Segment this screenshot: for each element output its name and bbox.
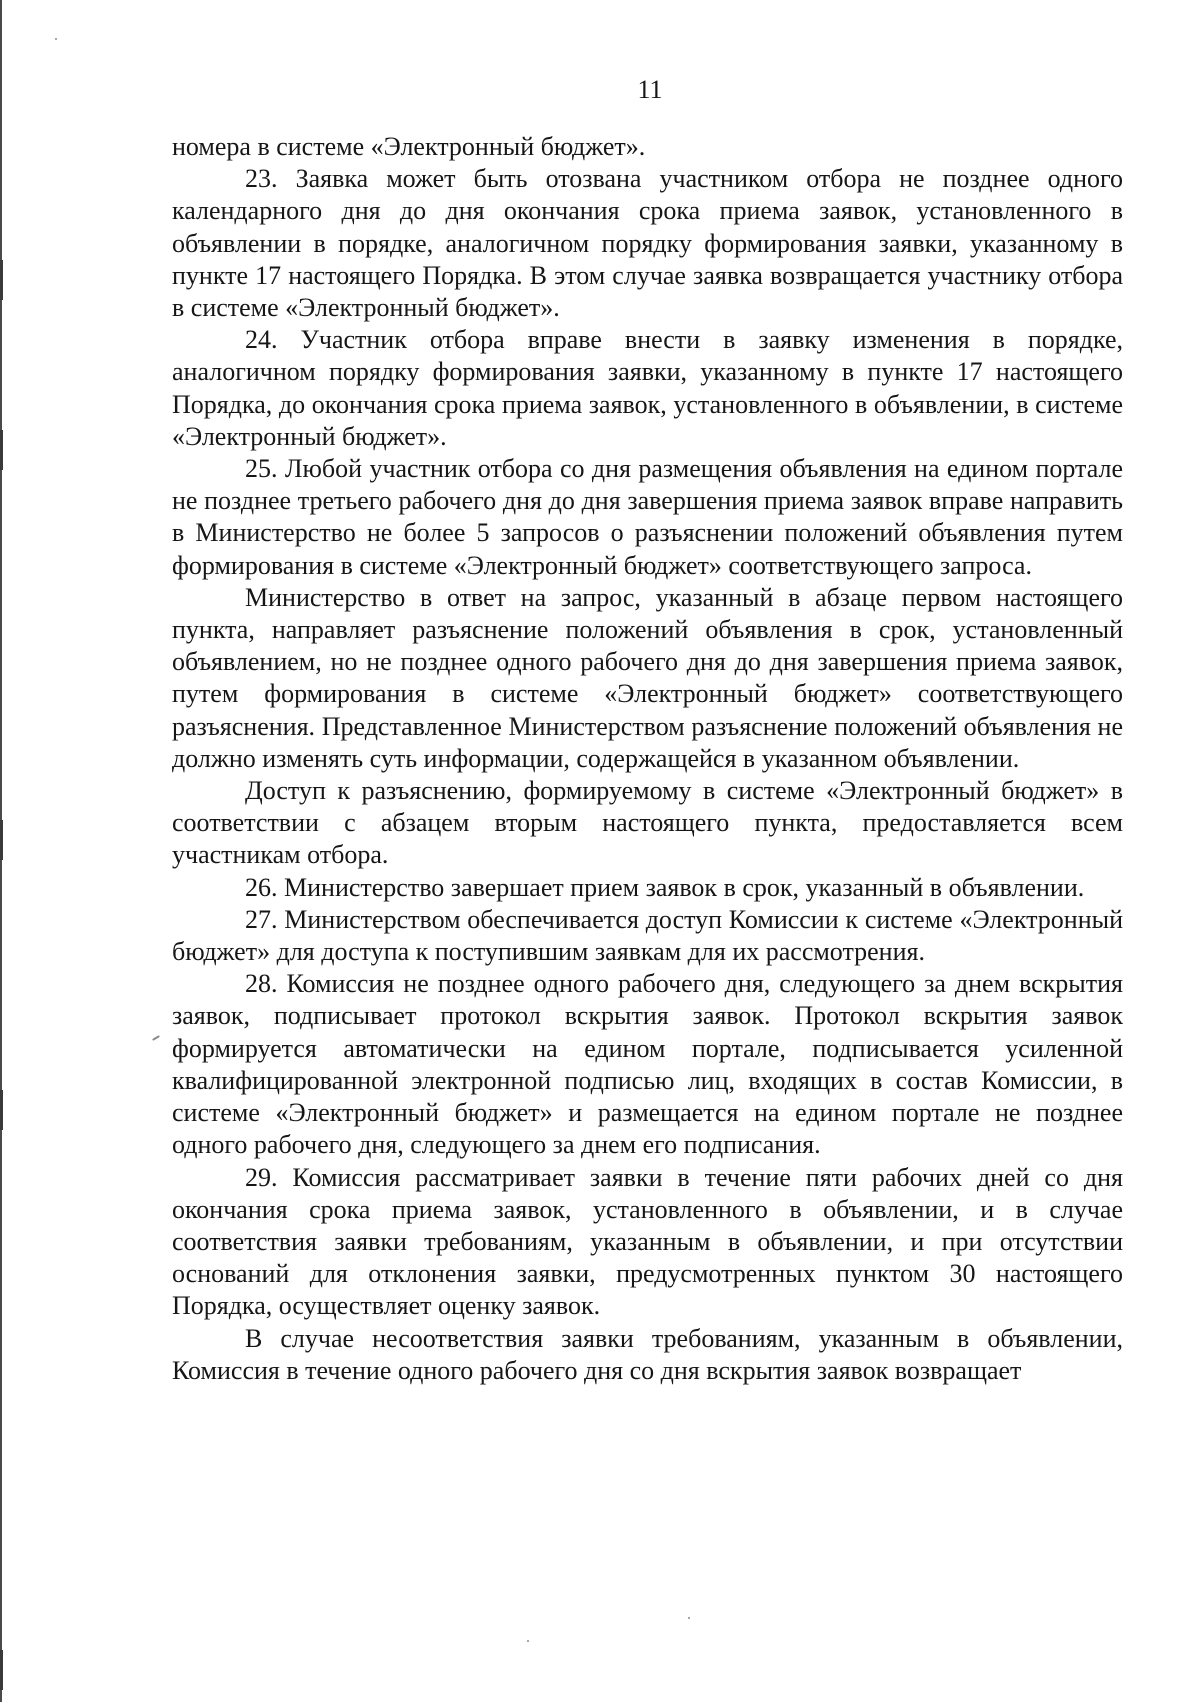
scan-speck xyxy=(55,38,57,40)
paragraph-item-24: 24. Участник отбора вправе внести в заявку изменения в порядке, аналогичном порядку формирования заявки, указанному в пункте 17 настоящего Порядка, до окончания срока приема заявок, установленного в объявлении, в системе «Электронный бюджет». xyxy=(172,325,1123,451)
scan-edge-mark xyxy=(0,430,3,470)
paragraph-item-29: 29. Комиссия рассматривает заявки в течение пяти рабочих дней со дня окончания срока приема заявок, установленного в объявлении, и в случае соответствия заявки требованиям, указанным в объявлении, и при отсутствии оснований для отклонения заявки, предусмотренных пунктом 30 настоящего Порядка, осуществляет оценку заявок. xyxy=(172,1162,1123,1321)
scan-edge-mark xyxy=(0,1090,3,1130)
paragraph-item-25-second: Министерство в ответ на запрос, указанный в абзаце первом настоящего пункта, направляет разъяснение положений объявления в срок, установленный объявлением, но не позднее одного рабочего дня до дня завершения приема заявок, путем формирования в системе «Электронный бюджет» соответствующего разъяснения. Представленное Министерством разъяснение положений объявления не должно изменять суть информации, содержащейся в указанном объявлении. xyxy=(172,582,1123,773)
scan-speck xyxy=(152,1035,160,1041)
paragraph-item-23: 23. Заявка может быть отозвана участником отбора не позднее одного календарного дня до дня окончания срока приема заявок, установленного в объявлении в порядке, аналогичном порядку формирования заявки, указанному в пункте 17 настоящего Порядка. В этом случае заявка возвращается участнику отбора в системе «Электронный бюджет». xyxy=(172,164,1123,323)
paragraph-item-25: 25. Любой участник отбора со дня размещения объявления на едином портале не позднее третьего рабочего дня до дня завершения приема заявок вправе направить в Министерство не более 5 запросов о разъяснении положений объявления путем формирования в системе «Электронный бюджет» соответствующего запроса. xyxy=(172,454,1123,580)
document-body xyxy=(172,131,1123,1387)
paragraph-item-26: 26. Министерство завершает прием заявок в срок, указанный в объявлении. xyxy=(245,872,1085,902)
scan-edge-mark xyxy=(0,820,3,860)
paragraph-item-27: 27. Министерством обеспечивается доступ Комиссии к системе «Электронный бюджет» для доступа к поступившим заявкам для их рассмотрения. xyxy=(172,904,1123,967)
scan-speck xyxy=(688,1617,690,1619)
scan-edge-mark xyxy=(0,1650,3,1690)
paragraph-continuation: номера в системе «Электронный бюджет». xyxy=(172,132,646,161)
scan-speck xyxy=(527,1640,529,1642)
paragraph-item-25-third: Доступ к разъяснению, формируемому в системе «Электронный бюджет» в соответствии с абзацем вторым настоящего пункта, предоставляется всем участникам отбора. xyxy=(172,776,1123,870)
scan-edge-mark xyxy=(0,260,3,300)
paragraph-item-29-second: В случае несоответствия заявки требованиям, указанным в объявлении, Комиссия в течение одного рабочего дня со дня вскрытия заявок возвращает xyxy=(172,1323,1123,1385)
paragraph-item-28: 28. Комиссия не позднее одного рабочего дня, следующего за днем вскрытия заявок, подписывает протокол вскрытия заявок. Протокол вскрытия заявок формируется автоматически на едином портале, подписывается усиленной квалифицированной электронной подписью лиц, входящих в состав Комиссии, в системе «Электронный бюджет» и размещается на едином портале не позднее одного рабочего дня, следующего за днем его подписания. xyxy=(172,969,1123,1160)
page-number: 11 xyxy=(637,75,663,104)
